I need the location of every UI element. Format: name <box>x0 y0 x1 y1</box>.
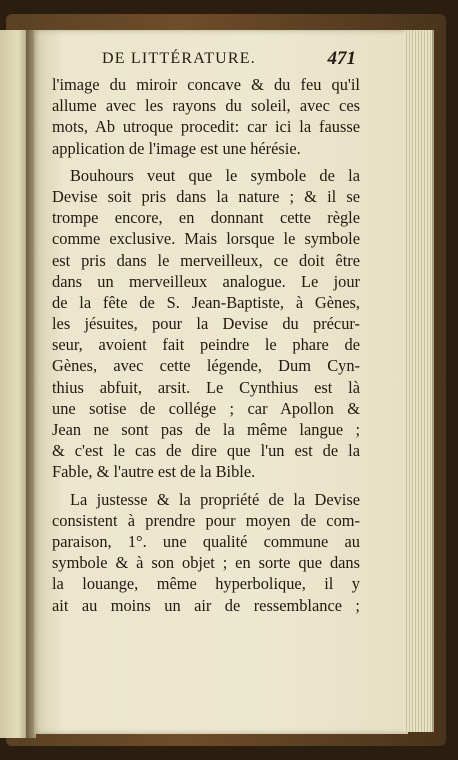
text-line: thius abfuit, arsit. Le Cynthius est là <box>52 377 360 397</box>
text-line: mots, Ab utroque procedit: car ici la fausse <box>52 117 360 137</box>
text-line: & c'est le cas de dire que l'un est de la <box>52 441 360 461</box>
text-line: une sotise de collége ; car Apollon & <box>52 398 360 418</box>
text-line: est pris dans le merveilleux, ce doit être <box>52 250 360 270</box>
text-line: symbole & à son objet ; en sorte que dans <box>52 553 360 573</box>
page-number: 471 <box>327 48 356 69</box>
text-line: allume avec les rayons du soleil, avec ces <box>52 96 360 116</box>
text-line: dans un merveilleux analogue. Le jour <box>52 271 360 291</box>
text-line: trompe encore, en donnant cette règle <box>52 208 360 228</box>
page-block-edge <box>404 30 434 732</box>
text-line: la louange, même hyperbolique, il y <box>52 574 360 594</box>
page-header <box>66 46 356 72</box>
text-line: comme exclusive. Mais lorsque le symbole <box>52 229 360 249</box>
text-line: l'image du miroir concave & du feu qu'il <box>52 75 360 94</box>
text-line: seur, avoient fait peindre le phare de <box>52 335 360 355</box>
text-line: Fable, & l'autre est de la Bible. <box>52 462 256 482</box>
text-line: Jean ne sont pas de la même langue ; <box>52 420 360 439</box>
text-line: paraison, 1°. une qualité commune au <box>52 531 360 551</box>
body-text <box>52 74 360 616</box>
text-line: de la fête de S. Jean-Baptiste, à Gènes, <box>52 292 360 312</box>
text-line: Devise soit pris dans la nature ; & il se <box>52 186 360 206</box>
paragraph-first-line: Bouhours veut que le symbole de la <box>70 165 360 185</box>
text-line: les jésuites, pour la Devise du précur- <box>52 314 360 334</box>
text-line: Gènes, avec cette légende, Dum Cyn- <box>52 356 360 376</box>
text-line: consistent à prendre pour moyen de com- <box>52 510 360 530</box>
text-line: application de l'image est une hérésie. <box>52 138 301 158</box>
paragraph-first-line: La justesse & la propriété de la Devise <box>70 489 360 509</box>
left-page-edge <box>0 30 28 738</box>
text-line: ait au moins un air de ressemblance ; <box>52 595 360 615</box>
running-head: DE LITTÉRATURE. <box>102 50 256 67</box>
